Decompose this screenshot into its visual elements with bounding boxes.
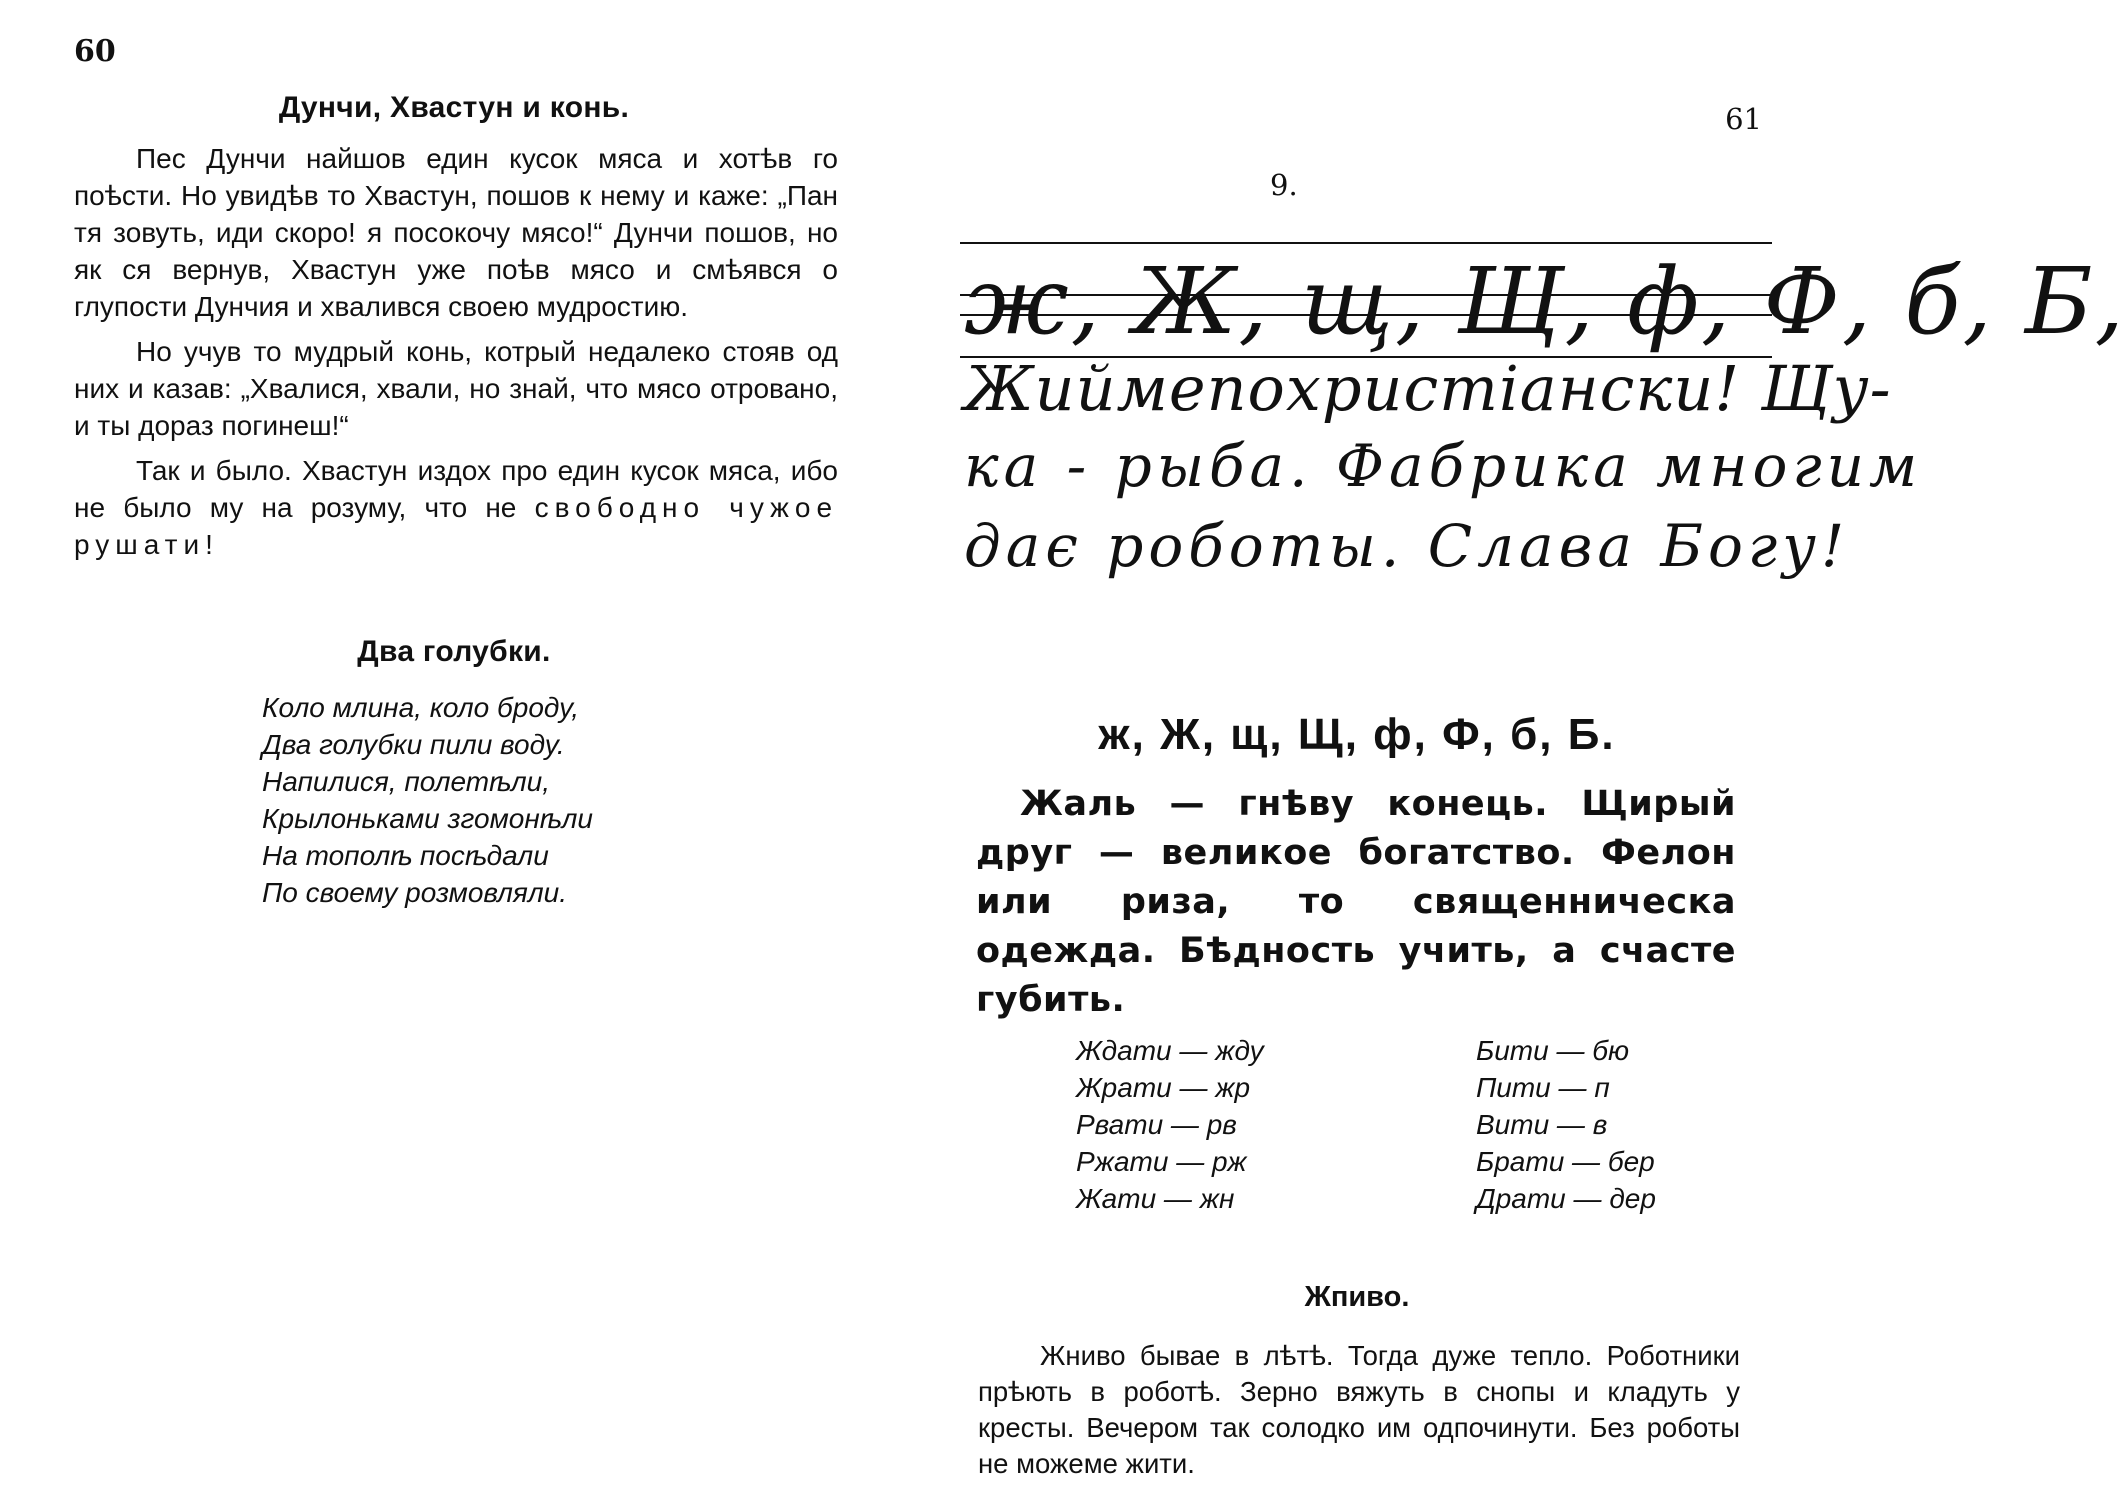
right-page <box>900 0 2126 1500</box>
word-pair: Ждати — жду <box>1076 1035 1264 1066</box>
poem-line: Два голубки пили воду. <box>262 729 565 760</box>
word-pair: Жати — жн <box>1076 1183 1235 1214</box>
guide-line <box>960 242 1772 244</box>
poem-line: Напилися, полетѣли, <box>262 766 551 797</box>
word-pair: Бити — бю <box>1476 1035 1630 1066</box>
word-pair: Пити — п <box>1476 1072 1610 1103</box>
story-paragraph-3-text: Так и было. Хвастун издох про един кусок мяса, ибо не было му на розуму, что не <box>74 455 838 523</box>
poem-body <box>262 689 593 911</box>
lesson-number: 9. <box>1270 168 1298 202</box>
script-line-4: дає роботы. Слава Богу! <box>964 512 1850 580</box>
poem-line: Коло млина, коло броду, <box>262 692 579 723</box>
script-line-3: ка - рыба. Фабрика многим <box>964 432 1923 500</box>
word-pair: Ржати — рж <box>1076 1146 1247 1177</box>
handwriting-block <box>960 240 2126 630</box>
poem-line: Крылоньками згомонѣли <box>262 803 593 834</box>
story-paragraph-3-spaced: свободно чужое рушати! <box>74 492 839 560</box>
word-pair: Жрати — жр <box>1076 1072 1251 1103</box>
story-paragraph-1: Пес Дунчи найшов един кусок мяса и хотѣв го поѣсти. Но увидѣв то Хвастун, пошов к нему и каже: „Пан тя зовуть, иди скоро! я посокочу мясо!“ Дунчи пошов, но як ся вернув, Хвастун уже поѣв мясо и смѣявся о глупости Дунчия и хвалився своею мудростию. <box>74 143 838 322</box>
reading-sentences-text: Жаль — гнѣву конець. Щирый друг — великое богатство. Фелон или риза, то священническа одежда. Бѣдность учить, а счасте губить. <box>976 784 1736 1020</box>
left-page <box>0 0 900 1500</box>
script-line-2: Жиймепохристіански! Щу- <box>964 352 1892 425</box>
poem-line: По своему розмовляли. <box>262 877 568 908</box>
story-zhnyvo-paragraph: Жниво бывае в лѣтѣ. Тогда дуже тепло. Роботники прѣють в роботѣ. Зерно вяжуть в снопы и кладуть у кресты. Вечером так солодко им одпочинути. Без роботы не можеме жити. <box>978 1340 1740 1479</box>
poem-line: На тополѣ посѣдали <box>262 840 549 871</box>
story-dunchi-body <box>74 140 838 571</box>
script-letters: ж, Ж, щ, Щ, ф, Ф, б, Б, <box>964 248 2126 355</box>
page-number-right: 61 <box>1725 102 1762 136</box>
story-paragraph-2: Но учув то мудрый конь, котрый недалеко стояв од них и казав: „Хвалися, хвали, но знай, что мясо отровано, и ты дораз погинеш!“ <box>74 336 838 441</box>
poem-title: Два голубки. <box>357 635 551 668</box>
word-pairs-left <box>1076 1032 1264 1217</box>
story-title-dunchi: Дунчи, Хвастун и конь. <box>278 91 630 124</box>
story-zhnyvo-body <box>978 1338 1740 1482</box>
page-number-left: 60 <box>74 34 116 69</box>
story-title-zhnyvo: Жпиво. <box>1304 1281 1410 1313</box>
printed-letters: ж, Ж, щ, Щ, ф, Ф, б, Б. <box>1098 710 1616 759</box>
word-pair: Брати — бер <box>1476 1146 1655 1177</box>
word-pair: Вити — в <box>1476 1109 1608 1140</box>
word-pair: Рвати — рв <box>1076 1109 1237 1140</box>
reading-sentences <box>976 780 1736 1025</box>
word-pairs-right <box>1476 1032 1656 1217</box>
story-paragraph-3 <box>74 452 838 563</box>
word-pair: Драти — дер <box>1476 1183 1656 1214</box>
